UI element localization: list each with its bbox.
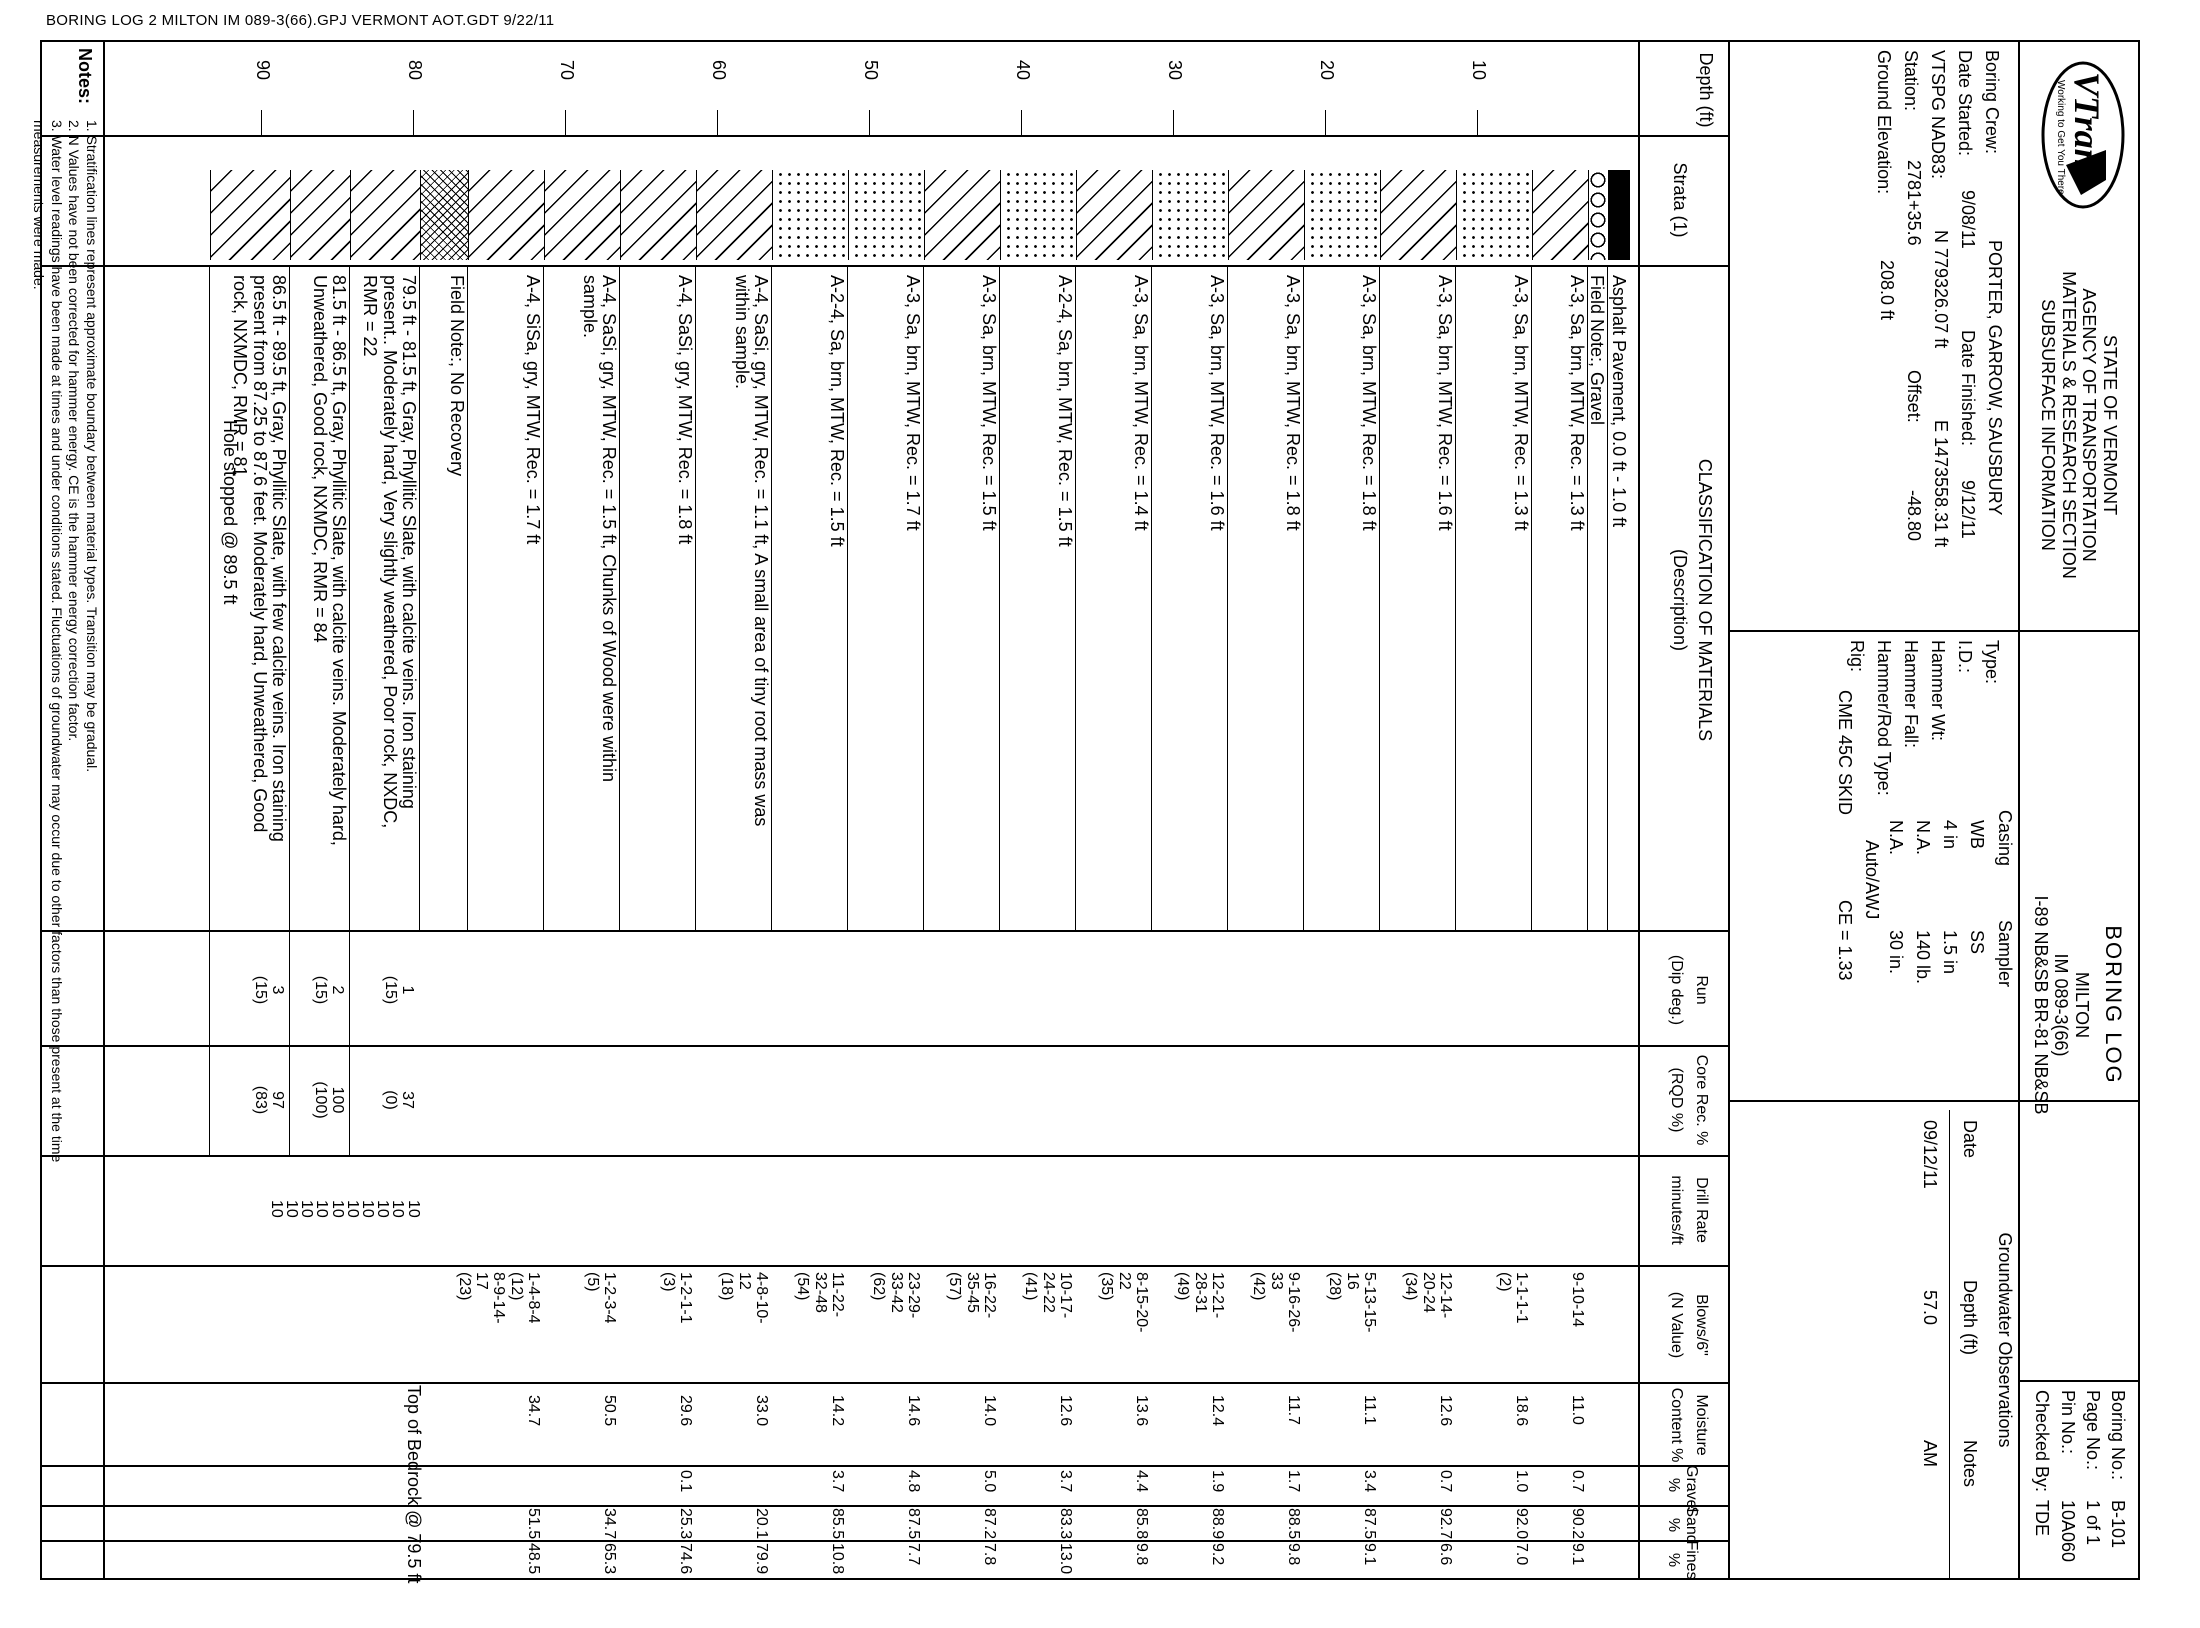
agency-line-4: SUBSURFACE INFORMATION <box>2037 299 2058 551</box>
layer-description: A-4, SiSa, gry, MTW, Rec. = 1.7 ft <box>523 275 543 545</box>
station-value: 2781+35.6 <box>1904 160 1924 246</box>
layer-description: A-3, Sa, brn, MTW, Rec. = 1.3 ft <box>1567 275 1587 531</box>
layer-fines: 48.5 <box>525 1543 542 1575</box>
rock-boundary <box>289 265 290 1155</box>
rock-description: 86.5 ft - 89.5 ft, Gray, Phyllitic Slate, with few calcite veins. Iron staining present from 87.25 to 87.6 feet. Moderately hard, Unweathered, Good rock, NXMDC, RMR = 81 <box>230 275 289 842</box>
finished-value: 9/12/11 <box>1958 480 1978 539</box>
depth-tick <box>565 110 566 135</box>
layer-description: A-3, Sa, brn, MTW, Rec. = 1.5 ft <box>979 275 999 531</box>
layer-blows: 9-10-14 <box>1569 1272 1586 1328</box>
boring-no-value: B-101 <box>2108 1500 2128 1549</box>
layer-fines: 6.6 <box>1437 1543 1454 1566</box>
layer-fines: 9.8 <box>1133 1543 1150 1566</box>
note-2: 2. N Values have not been corrected for hammer energy. CE is the hammer energy correction factor. <box>66 120 83 742</box>
strata-swatch <box>468 170 544 260</box>
boring-log-sheet <box>31 40 2140 1584</box>
col-gravel: Gravel % <box>1665 1465 1700 1513</box>
layer-fines: 7.7 <box>905 1543 922 1566</box>
gw-depth: 57.0 <box>1920 1290 1940 1326</box>
layer-boundary <box>1151 265 1152 930</box>
hammer-wt-label: Hammer Wt: <box>1928 640 1948 741</box>
layer-fines: 9.1 <box>1569 1543 1586 1566</box>
rock-run: 3 (15) <box>251 975 286 1005</box>
rock-strata-swatch <box>290 170 350 260</box>
logo-text: VTrans <box>2067 72 2107 183</box>
layer-fines: 7.0 <box>1513 1543 1530 1566</box>
col-run: Run <box>1693 975 1710 1005</box>
layer-description: A-4, SaSi, gry, MTW, Rec. = 1.5 ft, Chunks of Wood were within sample. <box>579 275 619 783</box>
layer-description: A-3, Sa, brn, MTW, Rec. = 1.6 ft <box>1207 275 1227 531</box>
layer-sand: 88.5 <box>1285 1508 1302 1540</box>
layer-blows: 16-22- 35-45 (57) <box>946 1272 998 1319</box>
strata-swatch <box>544 170 620 260</box>
layer-sand: 25.3 <box>677 1508 694 1540</box>
col-core-sub: (RQD %) <box>1668 1067 1685 1133</box>
top-of-bedrock: Top of Bedrock @ 79.5 ft <box>404 1385 424 1584</box>
divider-depth <box>40 135 1730 137</box>
layer-blows: 23-29- 33-42 (62) <box>870 1272 922 1319</box>
layer-sand: 87.5 <box>1361 1508 1378 1540</box>
type-sampler: SS <box>1967 930 1987 955</box>
rock-core: 100 (100) <box>311 1081 346 1119</box>
layer-gravel: 0.1 <box>677 1470 694 1493</box>
depth-tick <box>1021 110 1022 135</box>
layer-boundary <box>923 265 924 930</box>
layer-moisture: 13.6 <box>1133 1395 1150 1427</box>
layer-fines: 10.8 <box>829 1543 846 1575</box>
layer-moisture: 11.1 <box>1361 1395 1378 1425</box>
rig-label: Rig: <box>1847 640 1867 673</box>
type-casing: WB <box>1967 820 1987 849</box>
layer-boundary <box>695 265 696 930</box>
layer-gravel: 5.0 <box>981 1470 998 1493</box>
gw-date: 09/12/11 <box>1920 1120 1940 1189</box>
layer-description: A-3, Sa, brn, MTW, Rec. = 1.3 ft <box>1511 275 1531 531</box>
depth-tick <box>1173 110 1174 135</box>
gw-date-label: Date <box>1960 1120 1980 1159</box>
col-fines: Fines % <box>1665 1540 1700 1580</box>
layer-gravel: 0.7 <box>1437 1470 1454 1493</box>
ce-value: CE = 1.33 <box>1835 900 1855 981</box>
rock-boundary <box>209 265 210 1155</box>
drill-rate: 10 <box>404 1200 422 1218</box>
depth-tick-label: 30 <box>1165 60 1185 81</box>
casing-values <box>1882 820 1990 855</box>
strata-swatch <box>696 170 772 260</box>
depth-tick-label: 70 <box>557 60 577 81</box>
layer-fines: 9.2 <box>1209 1543 1226 1566</box>
layer-boundary <box>847 265 848 930</box>
rock-description: 79.5 ft - 81.5 ft, Gray, Phyllitic Slate, with calcite veins. Iron staining present.. Moderately hard, Very slightly weathered, Poor rock, NXDC, RMR = 22 <box>360 275 419 829</box>
rock-run: 1 (15) <box>381 975 416 1005</box>
divider-core <box>40 1155 1730 1157</box>
divider-run <box>40 1045 1730 1047</box>
strata-swatch <box>924 170 1000 260</box>
divider-strata <box>40 265 1730 267</box>
col-run-sub: (Dip deg.) <box>1668 954 1685 1026</box>
layer-fines: 74.6 <box>677 1543 694 1575</box>
layer-sand: 90.2 <box>1569 1508 1586 1540</box>
layer-boundary <box>619 265 620 930</box>
hole-stopped: Hole stopped @ 89.5 ft <box>220 420 240 605</box>
layer-sand: 34.7 <box>601 1508 618 1540</box>
layer-blows: 9-16-26- 33 (42) <box>1250 1272 1302 1333</box>
id-sampler: 1.5 in <box>1940 930 1960 975</box>
depth-tick-label: 10 <box>1469 60 1489 81</box>
started-label: Date Started: <box>1955 50 1975 157</box>
depth-tick-label: 50 <box>861 60 881 81</box>
offset-value: -48.80 <box>1904 490 1924 542</box>
header-logo-line <box>2018 40 2020 630</box>
layer-moisture: 33.0 <box>753 1395 770 1427</box>
layer-description: A-4, SaSi, gry, MTW, Rec. = 1.8 ft <box>675 275 695 545</box>
boring-info-values <box>2029 1500 2130 1562</box>
layer-boundary <box>543 265 544 930</box>
rock-strata-swatch <box>350 170 420 260</box>
note-3: 3. Water level readings have been made at times and under conditions stated. Fluctuations of groundwater may occur due to other factors than those present at the time <box>49 120 65 1163</box>
id-label: I.D.: <box>1955 640 1975 674</box>
layer-boundary <box>1455 265 1456 930</box>
agency-block <box>2037 230 2120 620</box>
layer-moisture: 11.7 <box>1285 1395 1302 1425</box>
layer-moisture: 12.6 <box>1057 1395 1074 1427</box>
layer-description: A-3, Sa, brn, MTW, Rec. = 1.4 ft <box>1131 275 1151 531</box>
layer-description: A-4, SaSi, gry, MTW, Rec. = 1.1 ft, A small area of tiny root mass was within sample. <box>731 275 771 827</box>
elev-label: Ground Elevation: <box>1874 50 1894 195</box>
layer-boundary <box>771 265 772 930</box>
drill-rate: 10 <box>328 1200 346 1218</box>
header-title-line <box>2018 630 2020 1580</box>
logo-tagline: Working to Get You There <box>2055 80 2066 195</box>
layer-gravel: 1.7 <box>1285 1470 1302 1493</box>
layer-description: A-3, Sa, brn, MTW, Rec. = 1.8 ft <box>1359 275 1379 531</box>
layer-fines: 9.1 <box>1361 1543 1378 1566</box>
notes-label: Notes: <box>75 48 95 105</box>
layer-gravel: 3.7 <box>1057 1470 1074 1493</box>
crew-value: PORTER, GARROW, SAUSBURY <box>1985 240 2005 516</box>
depth-tick <box>261 110 262 135</box>
layer-blows: 1-2-3-4 (5) <box>583 1272 618 1324</box>
sampler-values <box>1882 930 1990 984</box>
hammer-fall-label: Hammer Fall: <box>1901 640 1921 749</box>
layer-gravel: 1.9 <box>1209 1470 1226 1493</box>
strata-swatch <box>1076 170 1152 260</box>
layer-fines: 65.3 <box>601 1543 618 1575</box>
layer-moisture: 18.6 <box>1513 1395 1530 1427</box>
strata-swatch <box>772 170 848 260</box>
boring-no-label: Boring No.: <box>2108 1390 2128 1481</box>
strata-swatch <box>1380 170 1456 260</box>
note-1: 1. Stratification lines represent approximate boundary between material types. Transition may be gradual. <box>84 120 100 773</box>
layer-gravel: 1.0 <box>1513 1470 1530 1493</box>
header-divider <box>1728 40 1730 1580</box>
col-drill: Drill Rate <box>1693 1177 1710 1243</box>
agency-line-3: MATERIALS & RESEARCH SECTION <box>2058 271 2079 579</box>
wt-sampler: 140 lb. <box>1913 930 1933 985</box>
divider-classification <box>40 930 1730 932</box>
easting-value: E 1473558.31 ft <box>1931 420 1951 548</box>
layer-gravel: 4.4 <box>1133 1470 1150 1493</box>
layer-moisture: 12.4 <box>1209 1395 1226 1427</box>
depth-tick-label: 90 <box>253 60 273 81</box>
col-depth: Depth (ft) <box>1696 52 1716 128</box>
layer-blows: 4-8-10- 12 (18) <box>718 1272 770 1324</box>
divider-moisture <box>40 1465 1730 1467</box>
layer-moisture: 29.6 <box>677 1395 694 1427</box>
pin-no-label: Pin No.: <box>2057 1390 2078 1455</box>
layer-fines: 13.0 <box>1057 1543 1074 1575</box>
page-no-value: 1 of 1 <box>2082 1500 2103 1546</box>
layer-description: A-2-4, Sa, brn, MTW, Rec. = 1.5 ft <box>1055 275 1075 547</box>
type-label: Type: <box>1982 640 2002 685</box>
layer-boundary <box>1303 265 1304 930</box>
project-line-1: MILTON <box>2072 971 2092 1039</box>
layer-boundary <box>419 265 420 930</box>
drill-rate: 10 <box>389 1200 407 1218</box>
column-header-line <box>1638 40 1640 1580</box>
elevation-value: 208.0 ft <box>1877 260 1897 321</box>
page-no-label: Page No.: <box>2082 1390 2103 1471</box>
gw-notes-label: Notes <box>1960 1440 1980 1488</box>
rock-core: 37 (0) <box>381 1090 416 1110</box>
col-blows-sub: (N Value) <box>1668 1291 1685 1359</box>
layer-boundary <box>467 265 468 930</box>
layer-blows: 1-2-1-1 (3) <box>659 1272 694 1324</box>
started-value: 9/08/11 <box>1958 190 1978 249</box>
boring-info-labels <box>2029 1390 2130 1492</box>
page-title: BORING LOG <box>2101 925 2126 1085</box>
vtrans-logo <box>2040 60 2126 210</box>
site-labels <box>1870 50 2005 194</box>
layer-description: A-3, Sa, brn, MTW, Rec. = 1.6 ft <box>1435 275 1455 531</box>
strata-swatch <box>1588 170 1608 260</box>
header-info-split <box>2020 1380 2140 1382</box>
project-line-2: IM 089-3(66) <box>2051 953 2072 1057</box>
drill-rate: 10 <box>374 1200 392 1218</box>
layer-gravel: 4.8 <box>905 1470 922 1493</box>
gw-notes: AM <box>1920 1440 1940 1467</box>
layer-fines: 79.9 <box>753 1543 770 1575</box>
sheet-border <box>40 40 2140 1580</box>
layer-description: Asphalt Pavement, 0.0 ft - 1.0 ft <box>1609 275 1629 528</box>
depth-tick-label: 20 <box>1317 60 1337 81</box>
strata-swatch <box>1608 170 1630 260</box>
depth-tick <box>869 110 870 135</box>
layer-gravel: 0.7 <box>1569 1470 1586 1493</box>
layer-sand: 20.1 <box>753 1508 770 1540</box>
strata-swatch <box>848 170 924 260</box>
sampler-header: Sampler <box>1995 920 2015 988</box>
fall-sampler: 30 in. <box>1886 930 1906 975</box>
drill-rate: 10 <box>359 1200 376 1218</box>
layer-sand: 88.9 <box>1209 1508 1226 1540</box>
rock-strata-swatch <box>210 170 290 260</box>
depth-tick <box>1325 110 1326 135</box>
rock-run: 2 (15) <box>311 975 346 1005</box>
col-sand: Sand % <box>1665 1506 1700 1544</box>
col-description: (Description) <box>1670 548 1690 652</box>
rock-core: 97 (83) <box>251 1085 286 1115</box>
layer-description: Field Note:, No Recovery <box>447 275 467 477</box>
notes-divider <box>103 40 105 1580</box>
layer-moisture: 14.2 <box>829 1395 846 1427</box>
layer-boundary <box>1531 265 1532 930</box>
strata-swatch <box>1304 170 1380 260</box>
depth-tick <box>717 110 718 135</box>
layer-blows: 1-1-1-1 (2) <box>1495 1272 1530 1324</box>
layer-boundary <box>1075 265 1076 930</box>
col-drill-sub: minutes/ft <box>1668 1175 1685 1245</box>
layer-sand: 51.5 <box>525 1508 542 1540</box>
pin-no-value: 10A060 <box>2057 1500 2078 1563</box>
layer-description: A-3, Sa, brn, MTW, Rec. = 1.7 ft <box>903 275 923 531</box>
depth-tick-label: 60 <box>709 60 729 81</box>
equipment-labels <box>1843 640 2005 796</box>
nad-label: VTSPG NAD83: <box>1928 50 1948 180</box>
rig-value: CME 45C SKID <box>1835 690 1855 816</box>
agency-line-1: STATE OF VERMONT <box>2100 334 2120 516</box>
strata-swatch <box>1000 170 1076 260</box>
drill-rate: 10 <box>343 1200 361 1218</box>
layer-blows: 12-21- 28-31 (49) <box>1174 1272 1226 1319</box>
id-casing: 4 in <box>1940 820 1960 850</box>
project-line-3: I-89 NB&SB BR-81 NB&SB <box>2030 895 2051 1115</box>
depth-tick <box>1477 110 1478 135</box>
depth-tick-label: 40 <box>1013 60 1033 81</box>
layer-description: Field Note:, Gravel <box>1587 275 1607 426</box>
col-classification: CLASSIFICATION OF MATERIALS <box>1695 458 1715 742</box>
drill-rate: 10 <box>283 1200 300 1218</box>
file-header: BORING LOG 2 MILTON IM 089-3(66).GPJ VERMONT AOT.GDT 9/22/11 <box>46 12 555 29</box>
strata-swatch <box>420 170 468 260</box>
layer-blows: 11-22- 32-48 (54) <box>794 1272 846 1318</box>
checked-by-label: Checked By: <box>2032 1390 2053 1493</box>
drill-rate: 10 <box>313 1200 331 1218</box>
layer-blows: 8-15-20- 22 (35) <box>1098 1272 1150 1333</box>
layer-fines: 7.8 <box>981 1543 998 1566</box>
col-moisture-sub: Content % <box>1668 1387 1685 1463</box>
layer-gravel: 3.7 <box>829 1470 846 1493</box>
strata-swatch <box>1532 170 1588 260</box>
divider-sand <box>40 1540 1730 1542</box>
finished-label: Date Finished: <box>1958 330 1978 447</box>
depth-tick <box>413 110 414 135</box>
strata-swatch <box>1456 170 1532 260</box>
layer-description: A-3, Sa, brn, MTW, Rec. = 1.8 ft <box>1283 275 1303 531</box>
casing-header: Casing <box>1995 810 2015 867</box>
project-block <box>2030 640 2092 1370</box>
northing-value: N 779326.07 ft <box>1931 230 1951 349</box>
layer-blows: 12-14- 20-24 (34) <box>1402 1272 1454 1319</box>
layer-moisture: 50.5 <box>601 1395 618 1427</box>
layer-blows: 10-17- 24-22 (41) <box>1022 1272 1074 1319</box>
layer-sand: 85.8 <box>1133 1508 1150 1540</box>
note-3-cont: measurements were made. <box>31 120 48 290</box>
divider-blows <box>40 1382 1730 1384</box>
col-strata: Strata (1) <box>1670 162 1690 238</box>
layer-blows: 5-13-15- 16 (28) <box>1326 1272 1378 1333</box>
offset-label: Offset: <box>1904 370 1924 423</box>
strata-swatch <box>1152 170 1228 260</box>
drill-rate: 10 <box>267 1200 285 1218</box>
layer-fines: 9.8 <box>1285 1543 1302 1566</box>
layer-gravel: 3.4 <box>1361 1470 1378 1493</box>
gw-depth-label: Depth (ft) <box>1960 1280 1980 1356</box>
layer-blows: 1-4-8-4 (12) 8-9-14- 17 (23) <box>455 1272 542 1324</box>
col-moisture: Moisture <box>1693 1394 1710 1456</box>
divider-gravel <box>40 1505 1730 1507</box>
notes-block <box>30 120 100 1162</box>
header-split-1 <box>1730 630 2140 632</box>
rock-boundary <box>349 265 350 1155</box>
layer-sand: 92.7 <box>1437 1508 1454 1540</box>
groundwater-title: Groundwater Observations <box>1995 1232 2015 1448</box>
hammer-rod-label: Hammer/Rod Type: <box>1874 640 1894 796</box>
col-blows: Blows/6" <box>1693 1294 1710 1356</box>
depth-tick-label: 80 <box>405 60 425 81</box>
layer-sand: 85.5 <box>829 1508 846 1540</box>
layer-boundary <box>1379 265 1380 930</box>
strata-swatch <box>1228 170 1304 260</box>
layer-moisture: 14.0 <box>981 1395 998 1427</box>
layer-moisture: 11.0 <box>1569 1395 1586 1425</box>
checked-by-value: TDE <box>2032 1500 2053 1536</box>
drill-rate: 10 <box>298 1200 316 1218</box>
layer-moisture: 12.6 <box>1437 1395 1454 1427</box>
layer-sand: 87.5 <box>905 1508 922 1540</box>
layer-boundary <box>1227 265 1228 930</box>
divider-drill <box>40 1265 1730 1267</box>
layer-sand: 87.2 <box>981 1508 998 1540</box>
layer-description: A-2-4, Sa, brn, MTW, Rec. = 1.5 ft <box>827 275 847 547</box>
station-label: Station: <box>1901 50 1921 112</box>
layer-moisture: 34.7 <box>525 1395 542 1427</box>
layer-moisture: 14.6 <box>905 1395 922 1427</box>
agency-line-2: AGENCY OF TRANSPORTATION <box>2079 288 2100 562</box>
rock-description: 81.5 ft - 86.5 ft, Gray, Phyllitic Slate, with calcite veins. Moderately hard, Unweathered, Good rock, NXMDC, RMR = 84 <box>309 275 349 846</box>
strata-swatch <box>620 170 696 260</box>
layer-boundary <box>999 265 1000 930</box>
layer-sand: 83.3 <box>1057 1508 1074 1540</box>
col-core: Core Rec. % <box>1693 1054 1710 1146</box>
crew-label: Boring Crew: <box>1982 50 2002 155</box>
rod-value: Auto/AWJ <box>1862 840 1882 920</box>
layer-sand: 92.0 <box>1513 1508 1530 1540</box>
wt-casing: N.A. <box>1913 820 1933 856</box>
gw-header-line <box>1949 1110 1950 1580</box>
fall-casing: N.A. <box>1886 820 1906 856</box>
